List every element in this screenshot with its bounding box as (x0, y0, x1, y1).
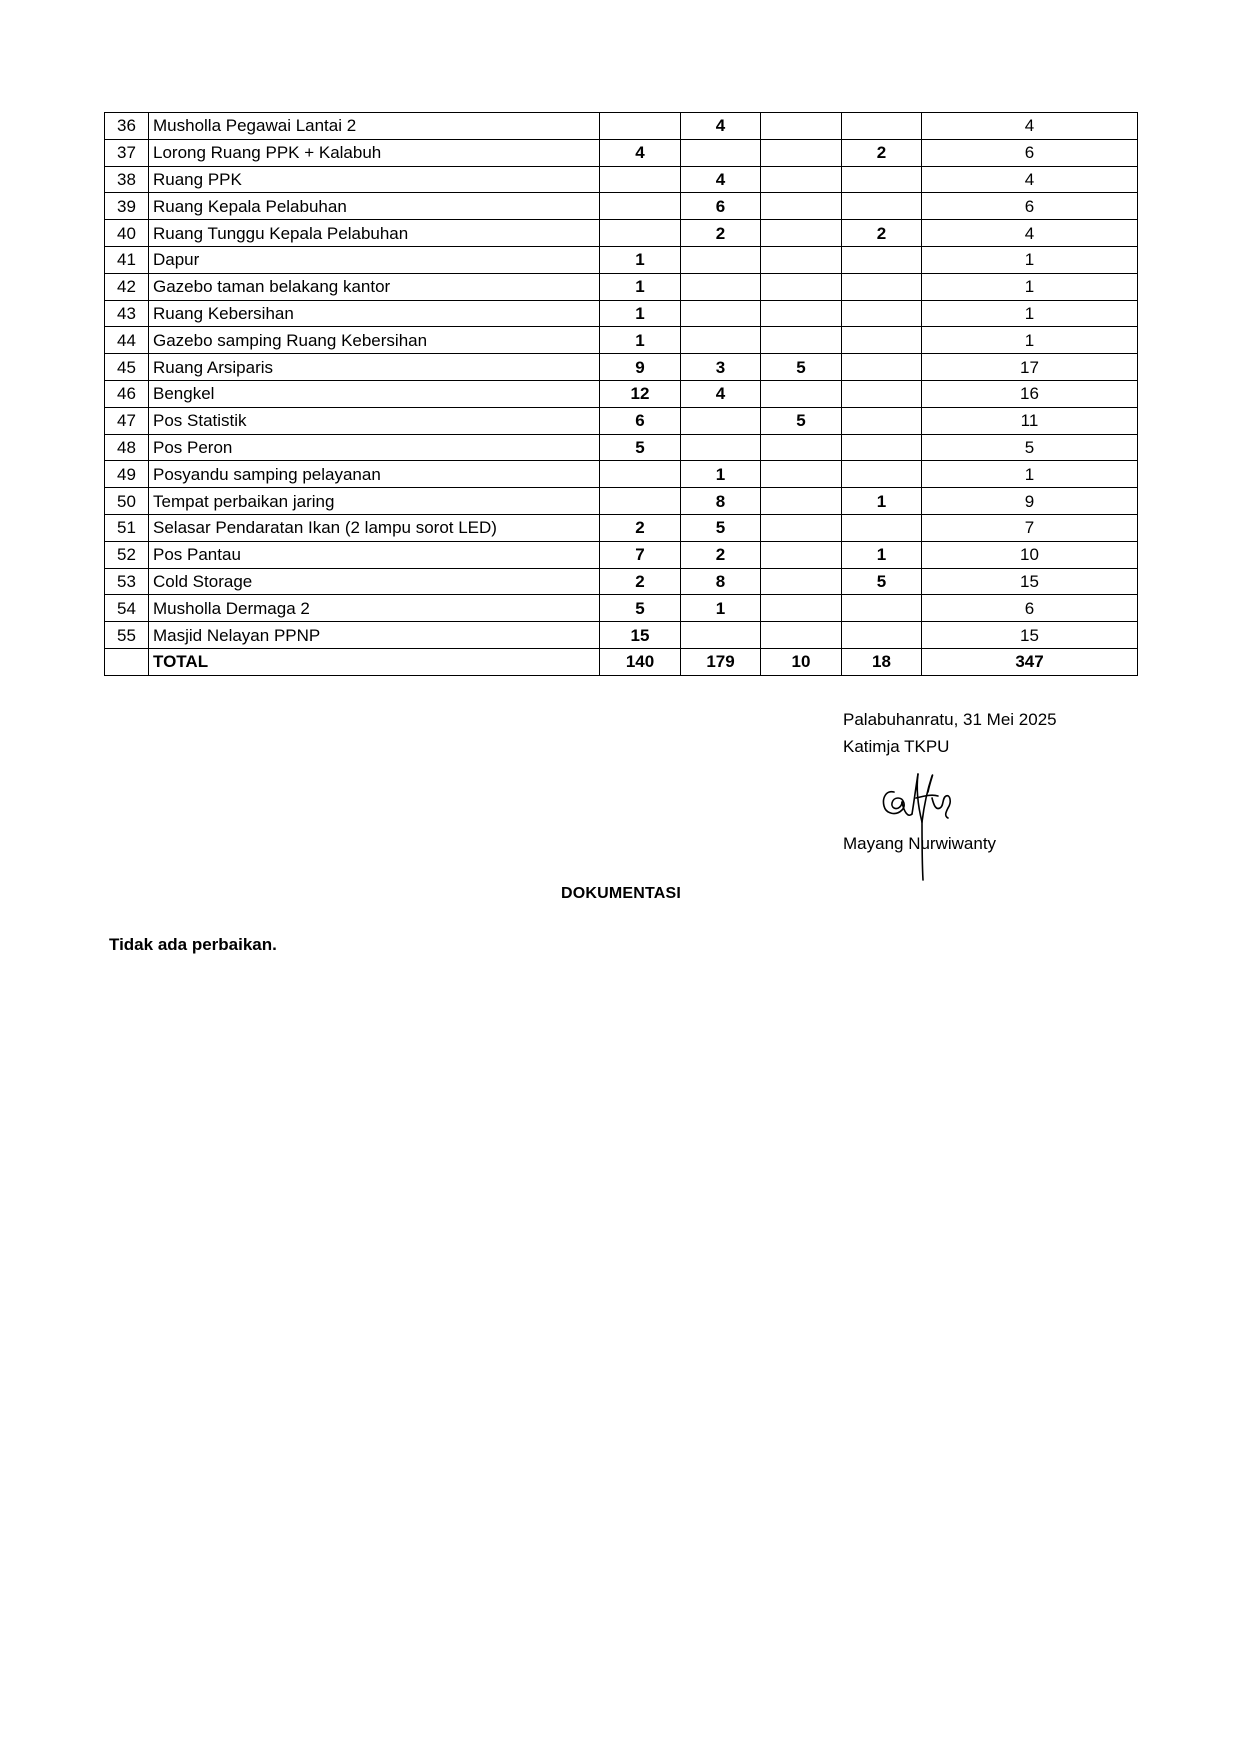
cell-count-2: 1 (681, 461, 761, 488)
cell-total: 6 (922, 139, 1138, 166)
table-row (105, 380, 1138, 407)
cell-number: 49 (105, 461, 149, 488)
cell-count-1 (600, 488, 681, 515)
cell-total: 6 (922, 193, 1138, 220)
cell-count-3 (761, 595, 842, 622)
cell-count-3 (761, 113, 842, 140)
cell-location: Musholla Dermaga 2 (149, 595, 600, 622)
cell-count-4 (842, 595, 922, 622)
cell-total: 11 (922, 407, 1138, 434)
signature-place-date: Palabuhanratu, 31 Mei 2025 (843, 710, 1057, 729)
cell-count-2: 8 (681, 488, 761, 515)
cell-count-2: 2 (681, 541, 761, 568)
cell-number: 38 (105, 166, 149, 193)
cell-count-3 (761, 193, 842, 220)
cell-location: Gazebo samping Ruang Kebersihan (149, 327, 600, 354)
cell-count-2: 4 (681, 166, 761, 193)
cell-total: 17 (922, 354, 1138, 381)
table-row (105, 568, 1138, 595)
cell-count-1: 1 (600, 300, 681, 327)
cell-count-3 (761, 488, 842, 515)
cell-count-2: 1 (681, 595, 761, 622)
cell-count-2 (681, 246, 761, 273)
cell-count-3 (761, 246, 842, 273)
cell-count-4 (842, 113, 922, 140)
cell-location: Ruang Arsiparis (149, 354, 600, 381)
cell-count-2 (681, 300, 761, 327)
cell-count-3 (761, 220, 842, 247)
cell-location: Ruang PPK (149, 166, 600, 193)
cell-count-3 (761, 622, 842, 649)
cell-number: 55 (105, 622, 149, 649)
signature-name: Mayang Nurwiwanty (843, 834, 997, 853)
table-row (105, 220, 1138, 247)
cell-total: 9 (922, 488, 1138, 515)
cell-count-4 (842, 354, 922, 381)
cell-total: 5 (922, 434, 1138, 461)
cell-count-3: 10 (761, 648, 842, 675)
cell-number: 48 (105, 434, 149, 461)
cell-count-1: 15 (600, 622, 681, 649)
cell-number: 43 (105, 300, 149, 327)
cell-count-4: 5 (842, 568, 922, 595)
section-heading: DOKUMENTASI (560, 885, 682, 902)
cell-number: 36 (105, 113, 149, 140)
cell-number: 45 (105, 354, 149, 381)
cell-number: 44 (105, 327, 149, 354)
cell-count-4 (842, 407, 922, 434)
cell-count-1 (600, 220, 681, 247)
cell-number: 52 (105, 541, 149, 568)
cell-count-2 (681, 407, 761, 434)
cell-count-1 (600, 461, 681, 488)
cell-total: 10 (922, 541, 1138, 568)
cell-number: 39 (105, 193, 149, 220)
cell-count-3 (761, 139, 842, 166)
cell-total: 1 (922, 273, 1138, 300)
cell-total: 4 (922, 113, 1138, 140)
cell-total: 6 (922, 595, 1138, 622)
cell-total: 347 (922, 648, 1138, 675)
cell-count-4: 18 (842, 648, 922, 675)
cell-count-1: 1 (600, 246, 681, 273)
cell-total: 16 (922, 380, 1138, 407)
cell-count-2: 4 (681, 380, 761, 407)
cell-count-4: 2 (842, 139, 922, 166)
lamp-inventory-table (104, 112, 1138, 676)
cell-count-4 (842, 434, 922, 461)
cell-total: 7 (922, 514, 1138, 541)
cell-location: Lorong Ruang PPK + Kalabuh (149, 139, 600, 166)
cell-number: 41 (105, 246, 149, 273)
cell-count-3 (761, 461, 842, 488)
cell-count-1: 6 (600, 407, 681, 434)
cell-count-3: 5 (761, 407, 842, 434)
handwritten-signature (872, 762, 972, 882)
cell-count-4 (842, 622, 922, 649)
cell-count-3 (761, 380, 842, 407)
cell-count-1: 12 (600, 380, 681, 407)
cell-count-2: 5 (681, 514, 761, 541)
cell-count-3 (761, 514, 842, 541)
cell-count-1 (600, 193, 681, 220)
cell-number: 40 (105, 220, 149, 247)
table-row (105, 193, 1138, 220)
table-row (105, 166, 1138, 193)
cell-number (105, 648, 149, 675)
cell-location: Ruang Kebersihan (149, 300, 600, 327)
table-row (105, 622, 1138, 649)
cell-number: 53 (105, 568, 149, 595)
cell-count-3 (761, 273, 842, 300)
cell-count-2 (681, 434, 761, 461)
cell-count-4 (842, 246, 922, 273)
cell-location: Cold Storage (149, 568, 600, 595)
cell-count-3 (761, 327, 842, 354)
cell-count-3 (761, 434, 842, 461)
table-row (105, 354, 1138, 381)
cell-total: 4 (922, 220, 1138, 247)
cell-location: Pos Statistik (149, 407, 600, 434)
cell-count-3 (761, 541, 842, 568)
cell-location: Pos Peron (149, 434, 600, 461)
cell-count-3 (761, 300, 842, 327)
cell-location: Pos Pantau (149, 541, 600, 568)
cell-total: 1 (922, 461, 1138, 488)
cell-location: Dapur (149, 246, 600, 273)
cell-number: 37 (105, 139, 149, 166)
table-row (105, 461, 1138, 488)
cell-count-4 (842, 514, 922, 541)
cell-count-1: 2 (600, 514, 681, 541)
table-row (105, 300, 1138, 327)
cell-count-4 (842, 166, 922, 193)
cell-location: Gazebo taman belakang kantor (149, 273, 600, 300)
cell-number: 54 (105, 595, 149, 622)
cell-location: Masjid Nelayan PPNP (149, 622, 600, 649)
cell-location: Ruang Tunggu Kepala Pelabuhan (149, 220, 600, 247)
cell-count-1: 5 (600, 434, 681, 461)
cell-total: 1 (922, 327, 1138, 354)
cell-count-1: 5 (600, 595, 681, 622)
cell-total: 4 (922, 166, 1138, 193)
cell-count-4 (842, 327, 922, 354)
cell-count-4 (842, 193, 922, 220)
cell-count-3 (761, 166, 842, 193)
cell-count-4: 2 (842, 220, 922, 247)
cell-count-1: 9 (600, 354, 681, 381)
cell-count-2: 2 (681, 220, 761, 247)
table-row (105, 327, 1138, 354)
cell-total: 15 (922, 568, 1138, 595)
table-row (105, 407, 1138, 434)
cell-location: Ruang Kepala Pelabuhan (149, 193, 600, 220)
cell-count-1: 4 (600, 139, 681, 166)
cell-count-2: 179 (681, 648, 761, 675)
cell-count-4 (842, 461, 922, 488)
cell-count-1: 7 (600, 541, 681, 568)
cell-count-2: 4 (681, 113, 761, 140)
signature-role: Katimja TKPU (843, 737, 950, 756)
cell-location: Tempat perbaikan jaring (149, 488, 600, 515)
cell-count-2: 6 (681, 193, 761, 220)
cell-total: 15 (922, 622, 1138, 649)
cell-location: Posyandu samping pelayanan (149, 461, 600, 488)
cell-count-2 (681, 622, 761, 649)
documentation-note: Tidak ada perbaikan. (109, 935, 277, 954)
cell-number: 42 (105, 273, 149, 300)
table-row (105, 246, 1138, 273)
table-total-row (105, 648, 1138, 675)
table-row (105, 113, 1138, 140)
cell-count-4 (842, 273, 922, 300)
cell-count-2 (681, 327, 761, 354)
table-row (105, 139, 1138, 166)
cell-count-2: 3 (681, 354, 761, 381)
table-row (105, 434, 1138, 461)
cell-count-4: 1 (842, 541, 922, 568)
cell-number: 46 (105, 380, 149, 407)
cell-count-4 (842, 300, 922, 327)
cell-count-1: 140 (600, 648, 681, 675)
cell-count-1: 1 (600, 273, 681, 300)
cell-count-2 (681, 139, 761, 166)
cell-count-1 (600, 166, 681, 193)
cell-count-3 (761, 568, 842, 595)
table-row (105, 514, 1138, 541)
table-body (105, 113, 1138, 676)
cell-location: TOTAL (149, 648, 600, 675)
cell-number: 47 (105, 407, 149, 434)
table-row (105, 595, 1138, 622)
table-row (105, 273, 1138, 300)
cell-location: Selasar Pendaratan Ikan (2 lampu sorot LED) (149, 514, 600, 541)
table-row (105, 488, 1138, 515)
cell-total: 1 (922, 300, 1138, 327)
cell-count-1 (600, 113, 681, 140)
cell-count-2: 8 (681, 568, 761, 595)
cell-count-3: 5 (761, 354, 842, 381)
cell-count-2 (681, 273, 761, 300)
cell-count-4 (842, 380, 922, 407)
cell-count-1: 1 (600, 327, 681, 354)
cell-number: 51 (105, 514, 149, 541)
cell-location: Musholla Pegawai Lantai 2 (149, 113, 600, 140)
cell-count-1: 2 (600, 568, 681, 595)
table-row (105, 541, 1138, 568)
cell-location: Bengkel (149, 380, 600, 407)
cell-number: 50 (105, 488, 149, 515)
cell-total: 1 (922, 246, 1138, 273)
cell-count-4: 1 (842, 488, 922, 515)
